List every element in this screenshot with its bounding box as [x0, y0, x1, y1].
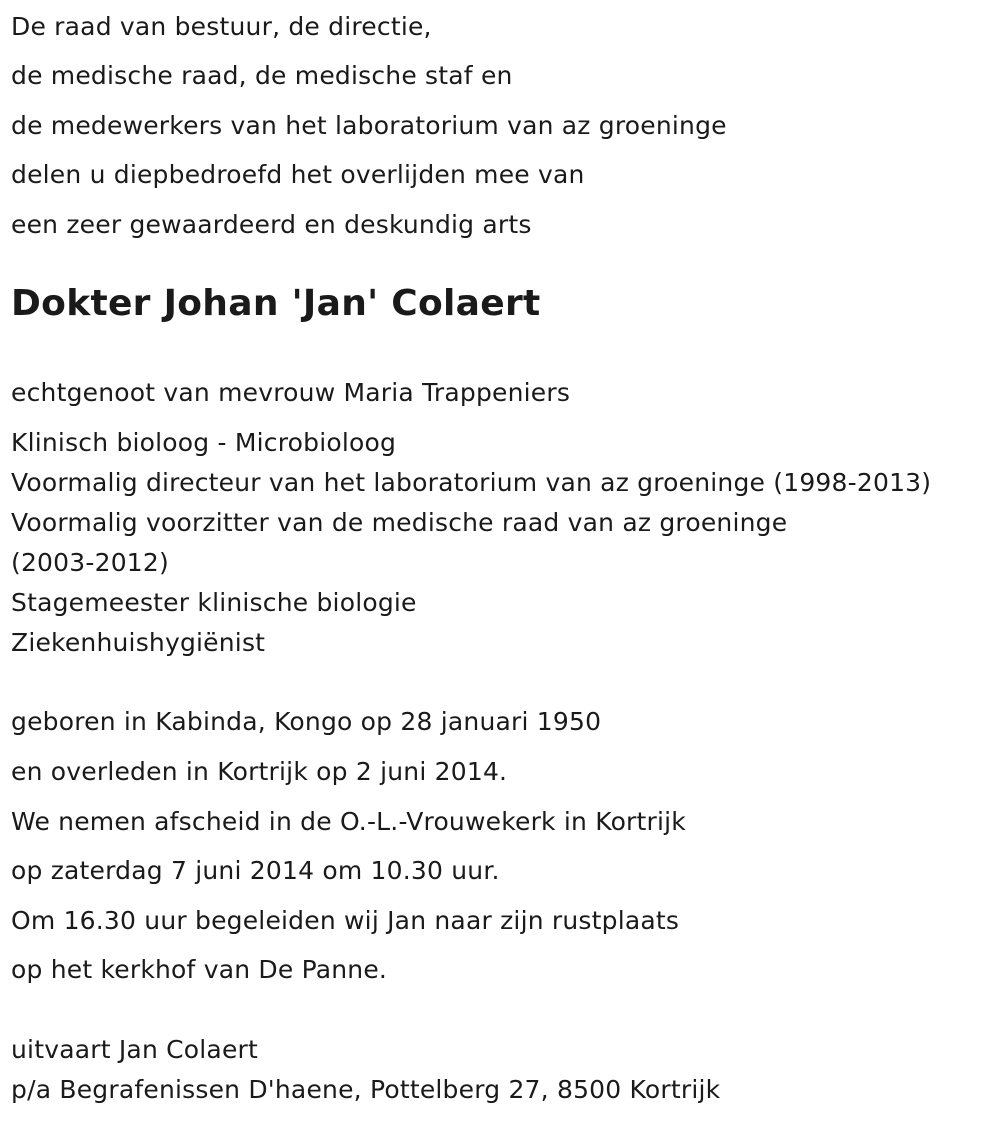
- role-line: Stagemeester klinische biologie: [11, 588, 417, 617]
- intro-line: De raad van bestuur, de directie,: [11, 12, 432, 41]
- contact-line: uitvaart Jan Colaert: [11, 1035, 259, 1064]
- detail-line: Om 16.30 uur begeleiden wij Jan naar zijn rustplaats: [11, 906, 680, 935]
- role-line: Voormalig voorzitter van de medische raad van az groeninge: [11, 508, 788, 537]
- contact-address: p/a Begrafenissen D'haene, Pottelberg 27, 8500 Kortrijk: [11, 1075, 721, 1104]
- intro-line: de medische raad, de medische staf en: [11, 61, 513, 90]
- role-line: Klinisch bioloog - Microbioloog: [11, 428, 397, 457]
- detail-line: op het kerkhof van De Panne.: [11, 955, 388, 984]
- intro-line: delen u diepbedroefd het overlijden mee van: [11, 160, 585, 189]
- detail-line: op zaterdag 7 juni 2014 om 10.30 uur.: [11, 856, 500, 885]
- intro-line: de medewerkers van het laboratorium van az groeninge: [11, 111, 727, 140]
- detail-line: We nemen afscheid in de O.-L.-Vrouwekerk in Kortrijk: [11, 807, 686, 836]
- role-line: Voormalig directeur van het laboratorium van az groeninge (1998-2013): [11, 468, 932, 497]
- role-line: Ziekenhuishygiënist: [11, 628, 266, 657]
- intro-line: een zeer gewaardeerd en deskundig arts: [11, 210, 532, 239]
- detail-line: geboren in Kabinda, Kongo op 28 januari 1950: [11, 707, 602, 736]
- role-line: (2003-2012): [11, 548, 169, 577]
- deceased-name: Dokter Johan 'Jan' Colaert: [11, 283, 541, 324]
- spouse-line: echtgenoot van mevrouw Maria Trappeniers: [11, 378, 571, 407]
- detail-line: en overleden in Kortrijk op 2 juni 2014.: [11, 757, 508, 786]
